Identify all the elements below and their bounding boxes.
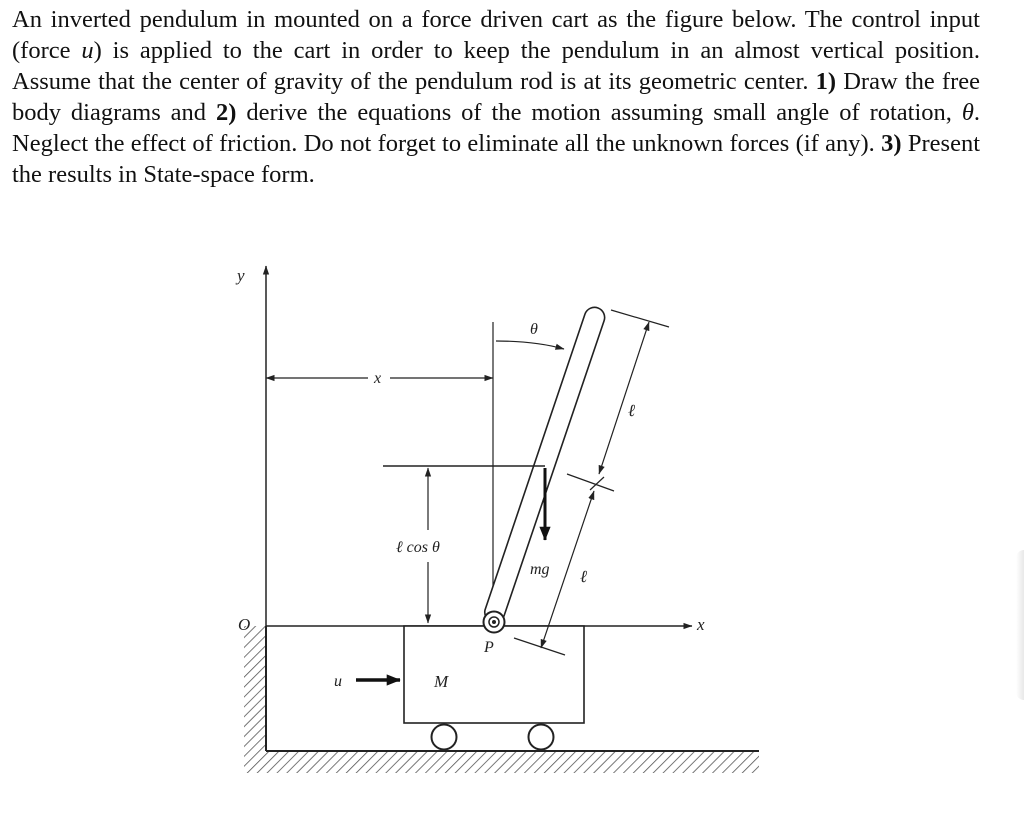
problem-text-3: Draw the free body diagrams and [12, 68, 980, 126]
rod-length-label-top: ℓ [628, 401, 636, 420]
problem-step-3: 3) [881, 130, 902, 157]
problem-text-1: An inverted pendulum in mounted on a force driven cart as the figure below. The control input (force [12, 6, 980, 64]
weight-label: mg [530, 561, 550, 578]
cart-mass-label: M [434, 672, 449, 691]
force-u-label: u [334, 673, 342, 690]
y-axis-label: y [237, 266, 245, 285]
x-dimension-label: x [374, 370, 382, 387]
problem-step-2: 2) [215, 99, 237, 126]
theta-label: θ [530, 321, 538, 338]
origin-label: O [238, 615, 251, 634]
cg-height-label: ℓ cos θ [396, 539, 440, 556]
cart-wheel-left [432, 725, 457, 750]
cart-body [404, 626, 584, 723]
problem-text-4: derive the equations of the motion assuming small angle of rotation, [236, 99, 962, 126]
problem-text-5: . Neglect the effect of friction. Do not forget to eliminate all the unknown forces (if any). [12, 99, 980, 157]
problem-step-1: 1) [815, 68, 837, 95]
problem-text-6: Present the results in State-space form. [12, 130, 981, 188]
page-edge-shadow [1016, 550, 1024, 700]
cart-wheel-right [529, 725, 554, 750]
pivot-label: P [484, 639, 494, 656]
pivot-joint [484, 612, 505, 633]
problem-var-u: u [81, 37, 94, 64]
x-axis-label: x [697, 615, 705, 634]
x-dimension [266, 370, 493, 387]
theta-arc [496, 341, 564, 349]
rod-length-label-bottom: ℓ [580, 567, 588, 586]
problem-var-theta: θ [961, 99, 974, 126]
problem-text-2: ) is applied to the cart in order to keep the pendulum in an almost vertical position. Assume that the center of gravity of the pendulum rod is at its geometric center. [12, 37, 980, 95]
